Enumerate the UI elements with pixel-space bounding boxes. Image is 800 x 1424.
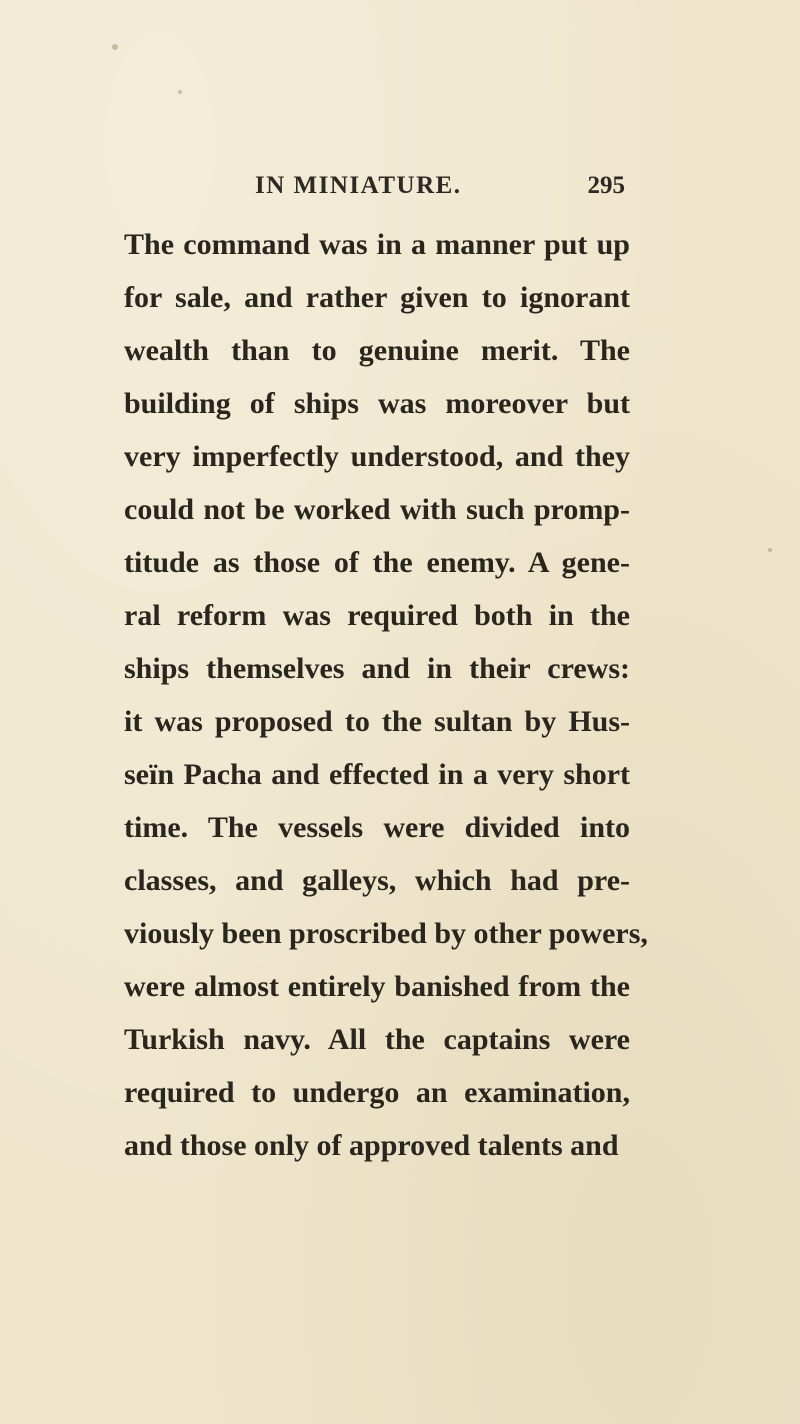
text-line: for sale, and rather given to ignorant [124, 281, 630, 314]
text-line: could not be worked with such promp- [124, 493, 630, 526]
paper-speck [178, 90, 182, 94]
text-line: titude as those of the enemy. A gene- [124, 546, 630, 579]
running-head [255, 172, 625, 206]
text-line: Turkish navy. All the captains were [124, 1023, 630, 1056]
text-line: seïn Pacha and effected in a very short [124, 758, 630, 791]
paper-speck [112, 44, 118, 50]
text-line: very imperfectly understood, and they [124, 440, 630, 473]
page-number: 295 [587, 172, 625, 199]
text-line: classes, and galleys, which had pre- [124, 864, 630, 897]
paper-speck [768, 548, 772, 552]
text-line: required to undergo an examination, [124, 1076, 630, 1109]
text-line: The command was in a manner put up [124, 228, 630, 261]
text-line: time. The vessels were divided into [124, 811, 630, 844]
text-line: viously been proscribed by other powers, [124, 917, 648, 950]
text-line: building of ships was moreover but [124, 387, 630, 420]
text-line: and those only of approved talents and [124, 1129, 619, 1162]
text-line: ral reform was required both in the [124, 599, 630, 632]
body-text [124, 218, 648, 1172]
text-line: wealth than to genuine merit. The [124, 334, 630, 367]
running-title: IN MINIATURE. [255, 172, 462, 199]
text-line: it was proposed to the sultan by Hus- [124, 705, 630, 738]
text-line: ships themselves and in their crews: [124, 652, 630, 685]
text-line: were almost entirely banished from the [124, 970, 630, 1003]
